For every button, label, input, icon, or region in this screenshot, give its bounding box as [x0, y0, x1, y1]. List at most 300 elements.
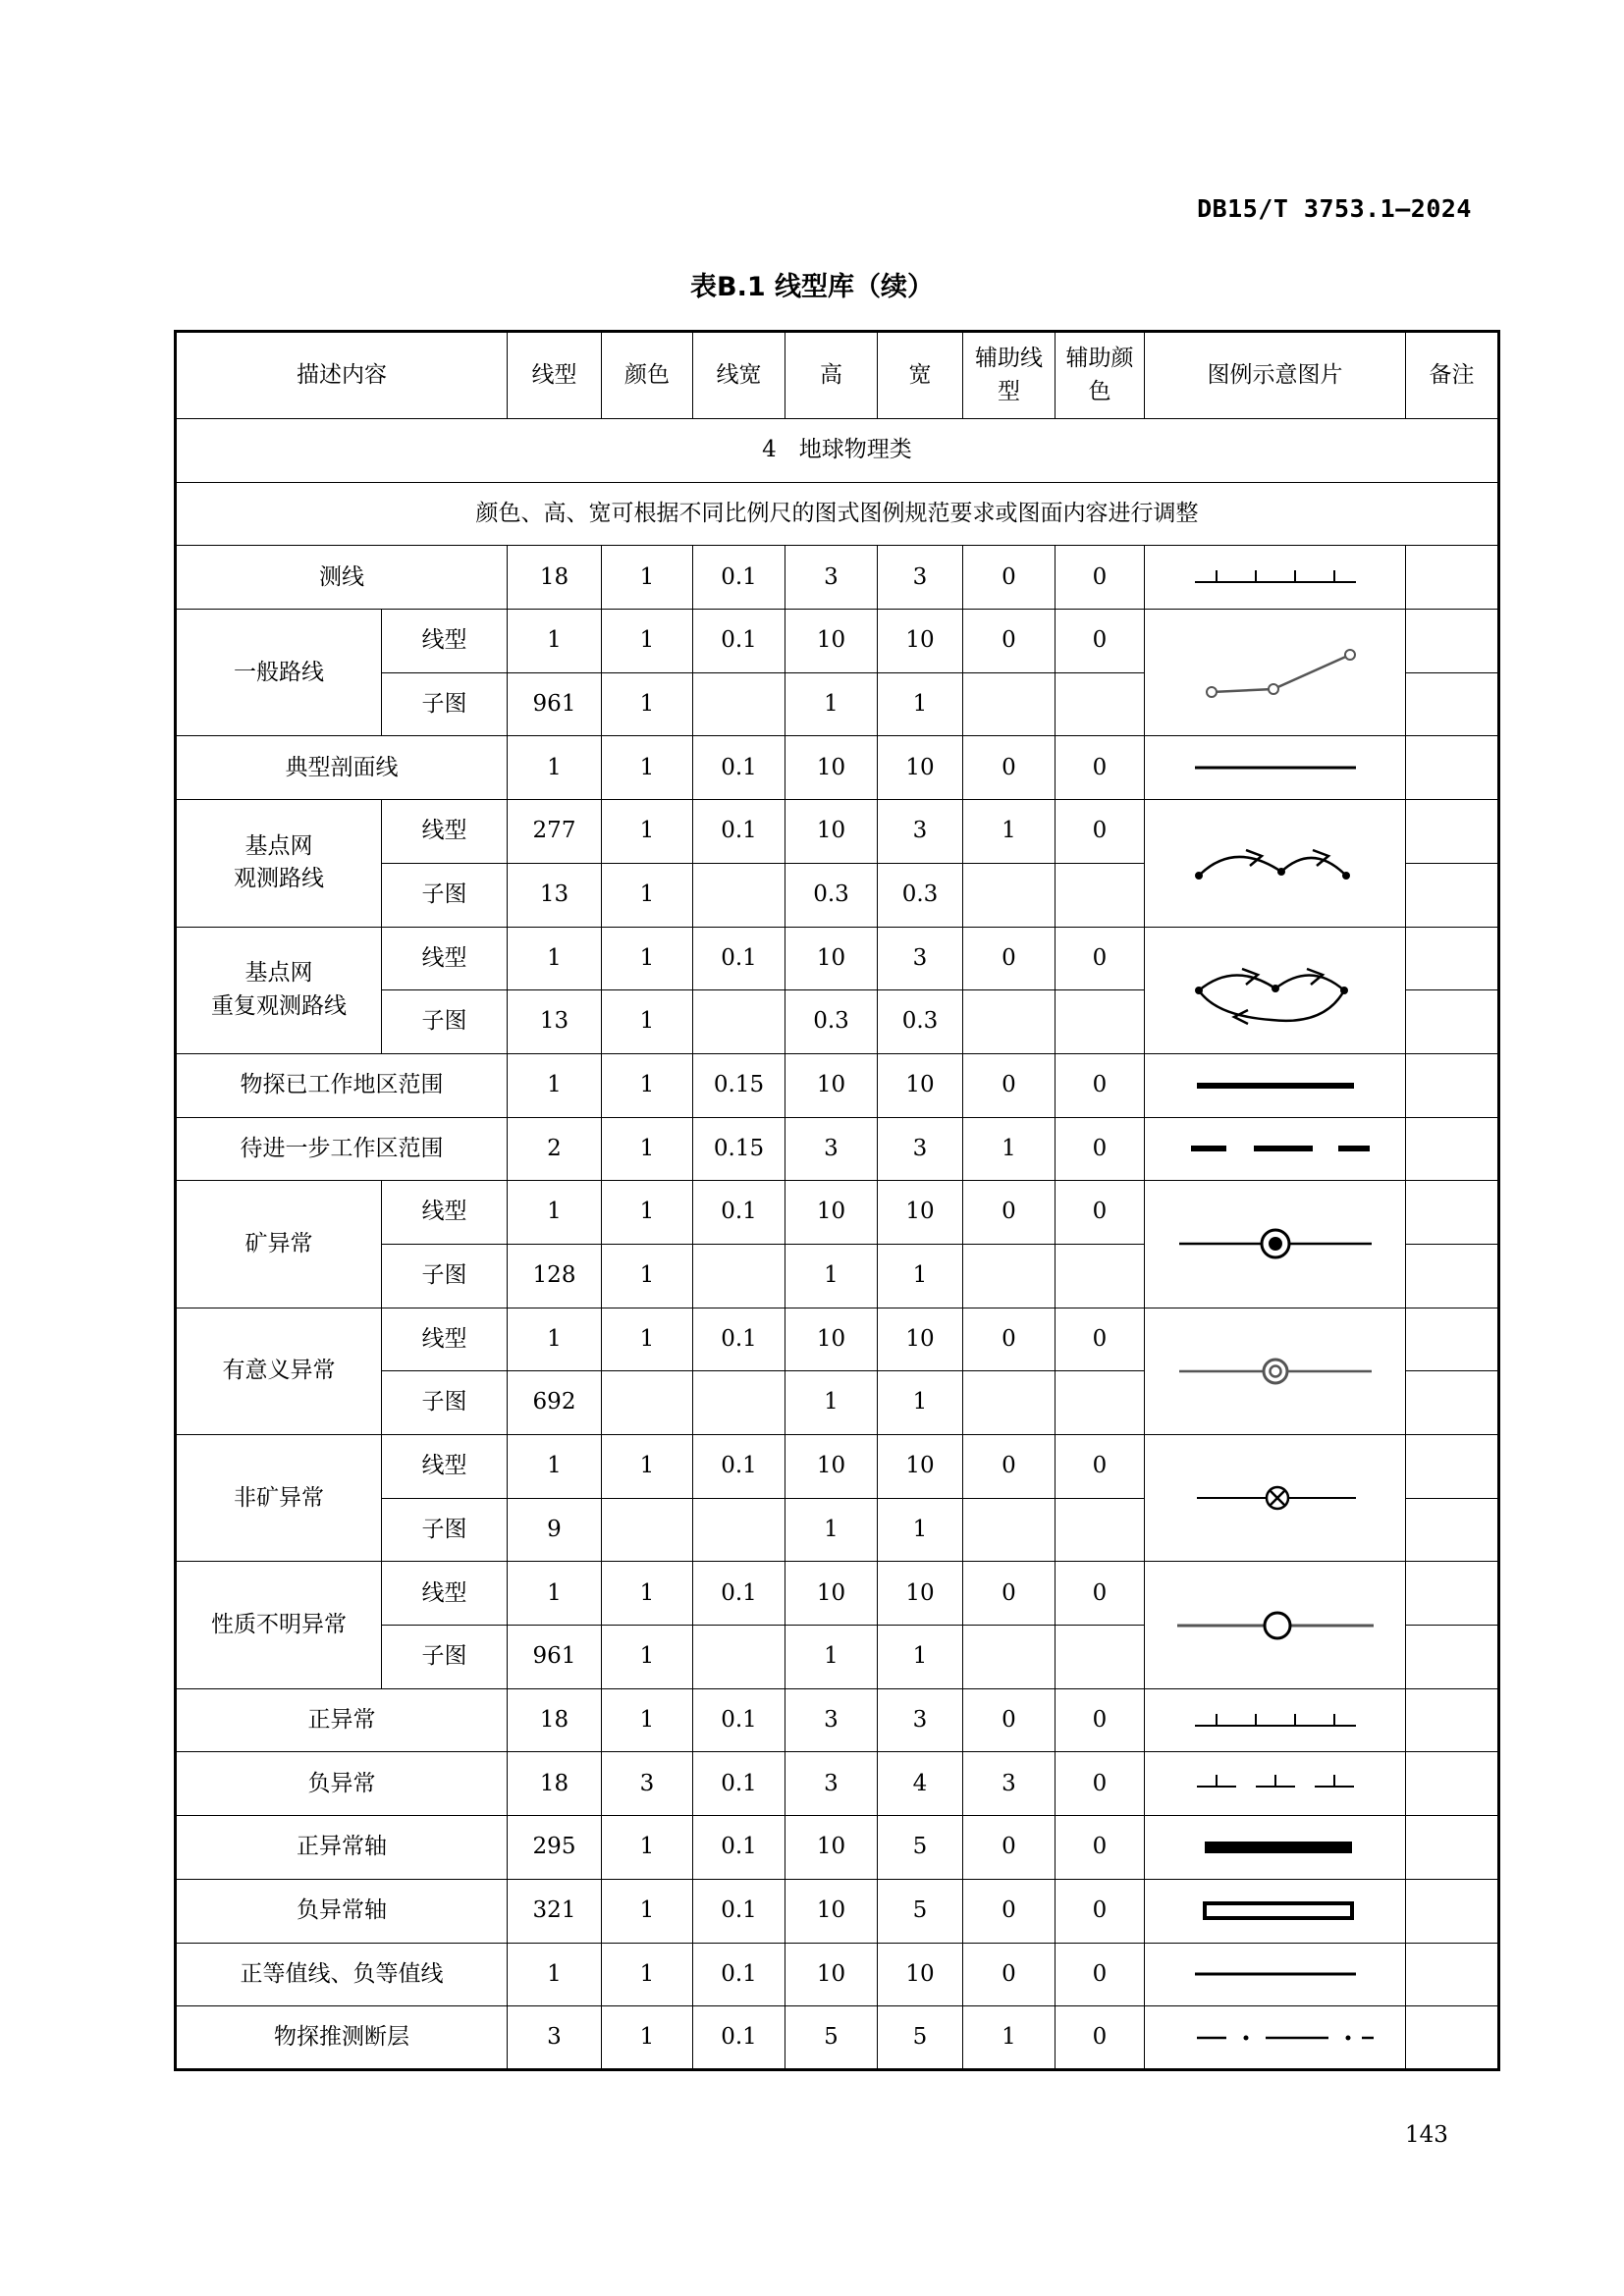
value-cell: 0.3	[785, 863, 878, 927]
value-cell: 0.1	[693, 1688, 785, 1752]
value-cell: 128	[508, 1244, 602, 1308]
value-cell: 0.1	[693, 2006, 785, 2070]
value-cell: 0	[1056, 1053, 1145, 1117]
value-cell	[963, 863, 1056, 927]
sub-label: 线型	[382, 1308, 508, 1371]
remark-cell	[1406, 1562, 1499, 1626]
value-cell: 10	[785, 1053, 878, 1117]
value-cell: 1	[602, 1053, 693, 1117]
value-cell: 1	[602, 1688, 693, 1752]
value-cell: 1	[785, 1626, 878, 1689]
value-cell: 0	[1056, 800, 1145, 864]
value-cell: 1	[878, 1498, 963, 1562]
value-cell	[693, 1626, 785, 1689]
row-name: 物探推测断层	[274, 2023, 409, 2050]
row-name-line1: 基点网	[244, 960, 313, 987]
row-name: 正异常	[307, 1706, 376, 1733]
col-header-breadth: 宽	[878, 332, 963, 419]
value-cell: 1	[508, 1181, 602, 1245]
remark-cell	[1406, 1816, 1499, 1880]
value-cell: 1	[963, 800, 1056, 864]
value-cell	[963, 1371, 1056, 1435]
row-desc	[176, 1181, 382, 1308]
legend-cell	[1145, 1117, 1406, 1181]
legend-cell	[1145, 1879, 1406, 1943]
sub-label: 线型	[382, 1435, 508, 1499]
solid-line-icon	[1145, 1964, 1405, 1984]
value-cell: 0	[1056, 736, 1145, 800]
value-cell: 0	[1056, 1688, 1145, 1752]
remark-cell	[1406, 2006, 1499, 2070]
value-cell: 0	[1056, 1943, 1145, 2006]
value-cell: 0	[963, 1562, 1056, 1626]
remark-cell	[1406, 1181, 1499, 1245]
value-cell: 10	[785, 610, 878, 673]
legend-cell	[1145, 927, 1406, 1053]
value-cell: 1	[508, 1943, 602, 2006]
table-row	[176, 1308, 1499, 1371]
value-cell: 1	[878, 1244, 963, 1308]
value-cell: 0.1	[693, 1435, 785, 1499]
value-cell: 10	[878, 610, 963, 673]
open-circle-icon	[1145, 1586, 1405, 1665]
table-header-row	[176, 332, 1499, 419]
value-cell: 1	[878, 1371, 963, 1435]
value-cell	[693, 672, 785, 736]
sub-label: 线型	[382, 1562, 508, 1626]
table-row	[176, 2006, 1499, 2070]
sub-label: 线型	[382, 610, 508, 673]
value-cell	[693, 1498, 785, 1562]
row-desc	[176, 1117, 508, 1181]
value-cell	[1056, 863, 1145, 927]
legend-cell	[1145, 1435, 1406, 1562]
value-cell: 3	[785, 1688, 878, 1752]
value-cell: 1	[602, 1562, 693, 1626]
table-row	[176, 1752, 1499, 1816]
dash-dot-icon	[1145, 2028, 1405, 2048]
value-cell: 10	[785, 1181, 878, 1245]
value-cell: 0.1	[693, 736, 785, 800]
remark-cell	[1406, 672, 1499, 736]
row-desc	[176, 800, 382, 927]
value-cell	[1056, 1244, 1145, 1308]
remark-cell	[1406, 1371, 1499, 1435]
sub-label: 子图	[382, 1244, 508, 1308]
value-cell: 0	[1056, 610, 1145, 673]
remark-cell	[1406, 1943, 1499, 2006]
value-cell: 0	[963, 1879, 1056, 1943]
note-row	[176, 482, 1499, 546]
row-desc	[176, 927, 382, 1053]
sub-label: 子图	[382, 990, 508, 1054]
col-header-remark: 备注	[1406, 332, 1499, 419]
remark-cell	[1406, 546, 1499, 610]
section-title: 4 地球物理类	[176, 419, 1499, 483]
table-body	[176, 546, 1499, 2070]
value-cell: 1	[785, 1244, 878, 1308]
value-cell: 1	[963, 1117, 1056, 1181]
value-cell: 1	[602, 1435, 693, 1499]
table-row	[176, 1879, 1499, 1943]
value-cell: 1	[508, 1308, 602, 1371]
row-name: 物探已工作地区范围	[240, 1072, 444, 1098]
value-cell: 295	[508, 1816, 602, 1880]
value-cell: 0	[963, 1181, 1056, 1245]
value-cell: 1	[785, 1498, 878, 1562]
value-cell: 5	[785, 2006, 878, 2070]
value-cell: 1	[602, 736, 693, 800]
remark-cell	[1406, 736, 1499, 800]
legend-cell	[1145, 2006, 1406, 2070]
value-cell: 13	[508, 990, 602, 1054]
value-cell: 0	[963, 610, 1056, 673]
remark-cell	[1406, 1752, 1499, 1816]
value-cell: 1	[508, 1435, 602, 1499]
sub-label: 子图	[382, 1626, 508, 1689]
legend-cell	[1145, 610, 1406, 736]
value-cell: 13	[508, 863, 602, 927]
row-name: 负异常	[307, 1770, 376, 1796]
row-name: 一般路线	[234, 659, 324, 685]
line-type-table	[174, 330, 1500, 2071]
table-row	[176, 927, 1499, 990]
value-cell: 0	[1056, 546, 1145, 610]
value-cell: 1	[508, 610, 602, 673]
value-cell: 0	[963, 736, 1056, 800]
value-cell: 3	[785, 1752, 878, 1816]
value-cell: 1	[602, 610, 693, 673]
value-cell: 10	[785, 1308, 878, 1371]
value-cell: 0	[1056, 1435, 1145, 1499]
value-cell: 0	[1056, 1816, 1145, 1880]
value-cell: 10	[785, 1879, 878, 1943]
value-cell: 0	[1056, 1117, 1145, 1181]
value-cell: 0	[963, 1308, 1056, 1371]
row-desc	[176, 1435, 382, 1562]
value-cell: 0.1	[693, 546, 785, 610]
value-cell: 4	[878, 1752, 963, 1816]
remark-cell	[1406, 1879, 1499, 1943]
arrow-arcs-icon	[1145, 828, 1405, 897]
value-cell: 1	[508, 1053, 602, 1117]
value-cell: 0	[1056, 1752, 1145, 1816]
row-name: 有意义异常	[222, 1358, 336, 1384]
value-cell: 3	[785, 546, 878, 610]
value-cell	[602, 1371, 693, 1435]
value-cell: 0.1	[693, 1752, 785, 1816]
thick-line-icon	[1145, 1076, 1405, 1095]
legend-cell	[1145, 1816, 1406, 1880]
route-circles-icon	[1145, 633, 1405, 712]
row-desc	[176, 610, 382, 736]
value-cell: 0.15	[693, 1117, 785, 1181]
row-name: 性质不明异常	[211, 1611, 347, 1637]
value-cell: 10	[785, 800, 878, 864]
row-desc	[176, 1688, 508, 1752]
value-cell: 0	[963, 1816, 1056, 1880]
value-cell: 692	[508, 1371, 602, 1435]
value-cell	[963, 990, 1056, 1054]
remark-cell	[1406, 1244, 1499, 1308]
value-cell: 3	[878, 800, 963, 864]
value-cell: 0.3	[878, 863, 963, 927]
dash-line-icon	[1145, 1139, 1405, 1158]
value-cell: 5	[878, 1879, 963, 1943]
value-cell: 10	[878, 1435, 963, 1499]
row-name: 典型剖面线	[285, 754, 399, 780]
legend-cell	[1145, 1562, 1406, 1688]
value-cell	[963, 672, 1056, 736]
value-cell	[693, 863, 785, 927]
value-cell: 1	[602, 800, 693, 864]
col-header-height: 高	[785, 332, 878, 419]
remark-cell	[1406, 1053, 1499, 1117]
value-cell: 1	[602, 672, 693, 736]
page-number: 143	[1405, 2122, 1448, 2148]
value-cell: 10	[878, 1181, 963, 1245]
value-cell	[693, 1244, 785, 1308]
value-cell: 0.1	[693, 1943, 785, 2006]
value-cell: 0	[1056, 927, 1145, 990]
value-cell	[1056, 672, 1145, 736]
value-cell	[963, 1626, 1056, 1689]
value-cell: 0	[1056, 1879, 1145, 1943]
row-desc	[176, 1053, 508, 1117]
value-cell: 1	[602, 927, 693, 990]
filled-bar-icon	[1145, 1836, 1405, 1859]
value-cell: 10	[785, 1816, 878, 1880]
cross-circle-icon	[1145, 1459, 1405, 1537]
value-cell: 10	[785, 927, 878, 990]
value-cell: 0.1	[693, 610, 785, 673]
value-cell	[963, 1244, 1056, 1308]
remark-cell	[1406, 1626, 1499, 1689]
value-cell: 1	[602, 990, 693, 1054]
table-row	[176, 800, 1499, 864]
value-cell: 10	[785, 1562, 878, 1626]
value-cell: 5	[878, 1816, 963, 1880]
row-desc	[176, 1943, 508, 2006]
neg-tick-icon	[1145, 1769, 1405, 1798]
table-row	[176, 610, 1499, 673]
value-cell: 0	[1056, 2006, 1145, 2070]
value-cell: 3	[785, 1117, 878, 1181]
remark-cell	[1406, 1688, 1499, 1752]
col-header-width: 线宽	[693, 332, 785, 419]
value-cell: 1	[602, 1816, 693, 1880]
row-desc	[176, 1308, 382, 1434]
value-cell: 3	[602, 1752, 693, 1816]
value-cell	[1056, 1626, 1145, 1689]
value-cell: 10	[785, 1943, 878, 2006]
col-header-color: 颜色	[602, 332, 693, 419]
row-name: 正异常轴	[297, 1834, 387, 1860]
value-cell: 10	[785, 1435, 878, 1499]
value-cell	[602, 1498, 693, 1562]
value-cell: 2	[508, 1117, 602, 1181]
value-cell: 3	[878, 927, 963, 990]
value-cell	[963, 1498, 1056, 1562]
value-cell: 0	[963, 1688, 1056, 1752]
value-cell: 0	[963, 1435, 1056, 1499]
legend-cell	[1145, 1943, 1406, 2006]
value-cell	[693, 990, 785, 1054]
value-cell: 10	[878, 736, 963, 800]
col-header-desc: 描述内容	[176, 332, 508, 419]
value-cell: 9	[508, 1498, 602, 1562]
sub-label: 线型	[382, 800, 508, 864]
value-cell: 0	[963, 1943, 1056, 2006]
remark-cell	[1406, 927, 1499, 990]
value-cell: 1	[785, 1371, 878, 1435]
value-cell: 1	[878, 1626, 963, 1689]
row-desc	[176, 1879, 508, 1943]
document-code: DB15/T 3753.1—2024	[1197, 194, 1472, 223]
value-cell: 0	[1056, 1181, 1145, 1245]
row-name: 矿异常	[244, 1230, 313, 1256]
value-cell: 1	[602, 1244, 693, 1308]
row-name: 负异常轴	[297, 1896, 387, 1923]
row-name: 测线	[319, 563, 364, 590]
value-cell: 961	[508, 672, 602, 736]
col-header-aux-color: 辅助颜色	[1056, 332, 1145, 419]
row-desc	[176, 2006, 508, 2070]
value-cell: 0.1	[693, 927, 785, 990]
legend-cell	[1145, 1752, 1406, 1816]
value-cell: 1	[602, 1626, 693, 1689]
value-cell: 3	[878, 1688, 963, 1752]
table-row	[176, 736, 1499, 800]
value-cell: 10	[878, 1943, 963, 2006]
value-cell: 0	[963, 1053, 1056, 1117]
tick-line-icon	[1145, 562, 1405, 592]
value-cell: 3	[878, 1117, 963, 1181]
note-text: 颜色、高、宽可根据不同比例尺的图式图例规范要求或图面内容进行调整	[176, 482, 1499, 546]
remark-cell	[1406, 863, 1499, 927]
value-cell: 18	[508, 1752, 602, 1816]
row-desc	[176, 1816, 508, 1880]
value-cell: 1	[602, 863, 693, 927]
value-cell: 277	[508, 800, 602, 864]
legend-cell	[1145, 800, 1406, 927]
row-name-line1: 基点网	[244, 832, 313, 859]
col-header-linetype: 线型	[508, 332, 602, 419]
row-desc	[176, 1562, 382, 1688]
value-cell: 1	[508, 927, 602, 990]
value-cell: 3	[963, 1752, 1056, 1816]
value-cell: 0.1	[693, 1562, 785, 1626]
value-cell: 1	[602, 1181, 693, 1245]
value-cell: 0.1	[693, 800, 785, 864]
row-name-line2: 观测路线	[234, 866, 324, 892]
value-cell: 0	[963, 927, 1056, 990]
row-desc	[176, 736, 508, 800]
value-cell: 0.1	[693, 1181, 785, 1245]
remark-cell	[1406, 1435, 1499, 1499]
value-cell: 10	[878, 1562, 963, 1626]
value-cell: 10	[878, 1308, 963, 1371]
sub-label: 子图	[382, 1371, 508, 1435]
value-cell: 0.3	[878, 990, 963, 1054]
value-cell: 3	[878, 546, 963, 610]
value-cell: 3	[508, 2006, 602, 2070]
row-desc	[176, 546, 508, 610]
table-row	[176, 1435, 1499, 1499]
value-cell: 0	[1056, 1562, 1145, 1626]
col-header-legend: 图例示意图片	[1145, 332, 1406, 419]
table-row	[176, 1688, 1499, 1752]
remark-cell	[1406, 610, 1499, 673]
value-cell: 1	[508, 1562, 602, 1626]
value-cell: 5	[878, 2006, 963, 2070]
section-row	[176, 419, 1499, 483]
value-cell: 0	[1056, 1308, 1145, 1371]
value-cell	[1056, 1371, 1145, 1435]
remark-cell	[1406, 1117, 1499, 1181]
value-cell: 1	[602, 1117, 693, 1181]
row-desc	[176, 1752, 508, 1816]
tick-line-icon	[1145, 1706, 1405, 1735]
value-cell	[693, 1371, 785, 1435]
table-row	[176, 1816, 1499, 1880]
value-cell: 18	[508, 1688, 602, 1752]
sub-label: 子图	[382, 863, 508, 927]
remark-cell	[1406, 800, 1499, 864]
hollow-bar-icon	[1145, 1897, 1405, 1925]
sub-label: 子图	[382, 672, 508, 736]
sub-label: 线型	[382, 1181, 508, 1245]
value-cell: 1	[508, 736, 602, 800]
value-cell: 1	[602, 546, 693, 610]
value-cell: 1	[963, 2006, 1056, 2070]
value-cell	[1056, 990, 1145, 1054]
row-name-line2: 重复观测路线	[211, 992, 347, 1019]
value-cell: 0.1	[693, 1816, 785, 1880]
value-cell: 1	[602, 1308, 693, 1371]
table-row	[176, 1562, 1499, 1626]
sub-label: 线型	[382, 927, 508, 990]
remark-cell	[1406, 1498, 1499, 1562]
legend-cell	[1145, 736, 1406, 800]
col-header-aux-line: 辅助线型	[963, 332, 1056, 419]
value-cell: 0.1	[693, 1879, 785, 1943]
value-cell: 1	[602, 1879, 693, 1943]
value-cell: 1	[602, 2006, 693, 2070]
remark-cell	[1406, 1308, 1499, 1371]
filled-target-icon	[1145, 1204, 1405, 1283]
value-cell: 10	[785, 736, 878, 800]
value-cell: 961	[508, 1626, 602, 1689]
table-row	[176, 1053, 1499, 1117]
table-row	[176, 1181, 1499, 1245]
legend-cell	[1145, 1053, 1406, 1117]
solid-line-icon	[1145, 758, 1405, 777]
value-cell: 0.3	[785, 990, 878, 1054]
legend-cell	[1145, 1308, 1406, 1434]
table-row	[176, 546, 1499, 610]
sub-label: 子图	[382, 1498, 508, 1562]
row-name: 待进一步工作区范围	[240, 1135, 444, 1161]
legend-cell	[1145, 546, 1406, 610]
value-cell: 321	[508, 1879, 602, 1943]
remark-cell	[1406, 990, 1499, 1054]
value-cell: 0	[963, 546, 1056, 610]
row-name: 非矿异常	[234, 1484, 324, 1511]
legend-cell	[1145, 1688, 1406, 1752]
value-cell	[1056, 1498, 1145, 1562]
value-cell: 10	[878, 1053, 963, 1117]
